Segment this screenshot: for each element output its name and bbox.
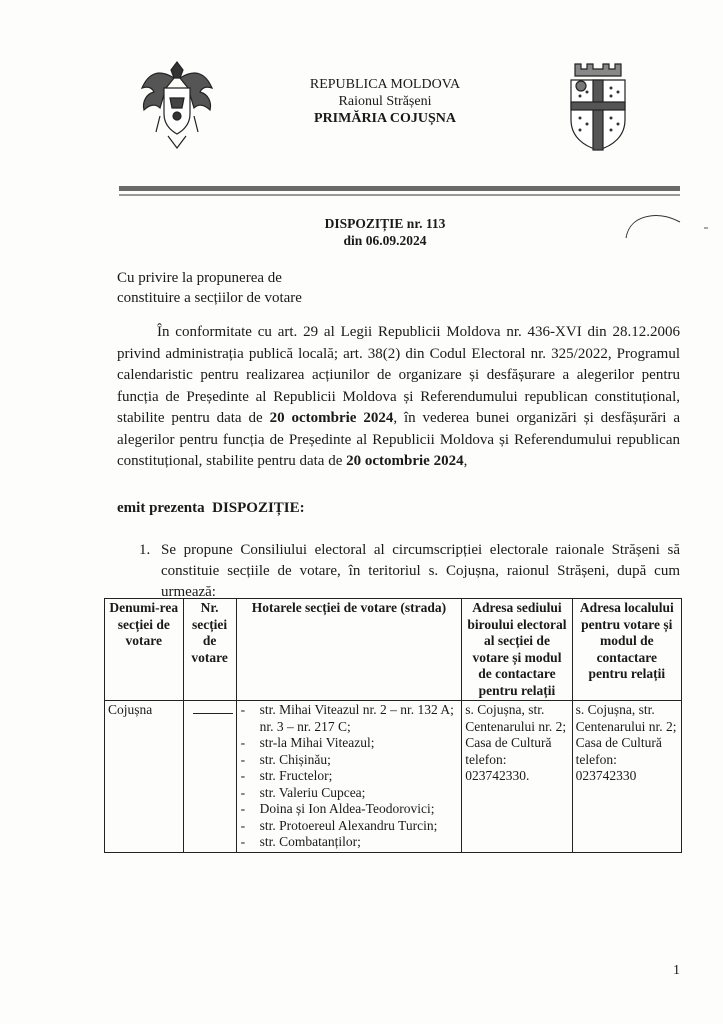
header-institution: PRIMĂRIA COJUȘNA xyxy=(314,111,456,126)
street-item: - str. Combatanților; xyxy=(240,834,459,851)
header-district: Raionul Strășeni xyxy=(338,94,432,109)
emit-statement: emit prezenta DISPOZIȚIE: xyxy=(117,500,305,516)
item-text: Se propune Consiliului electoral al circumscripției electorale raionale Strășeni să constituie secțiile de votare, în teritoriul s. Cojușna, raionul Strășeni, după cum urmează: xyxy=(161,542,680,600)
streets-list xyxy=(240,702,459,851)
header-section-boundaries: Hotarele secției de votare (strada) xyxy=(236,599,462,701)
header-bureau-address: Adresa sediului biroului electoral al secției de votare și modul de contactare pentru relații xyxy=(462,599,572,701)
section-boundaries-cell xyxy=(236,701,462,853)
election-date-2: 20 octombrie 2024 xyxy=(346,453,464,469)
section-number-cell xyxy=(183,701,236,853)
item-number: 1. xyxy=(139,542,151,558)
handwritten-signature-icon xyxy=(622,212,712,247)
street-item: - str. Protoereul Alexandru Turcin; xyxy=(240,818,459,835)
institution-header xyxy=(240,76,530,127)
disposition-date: din 06.09.2024 xyxy=(343,233,427,248)
header-divider-thin xyxy=(119,194,680,196)
table-header-row xyxy=(105,599,682,701)
header-section-name: Denumi-rea secției de votare xyxy=(105,599,184,701)
voting-address-cell: s. Cojușna, str. Centenarului nr. 2; Casa de Cultură telefon: 023742330 xyxy=(572,701,681,853)
street-item: - str. Mihai Viteazul nr. 2 – nr. 132 A; nr. 3 – nr. 217 C; xyxy=(240,702,459,735)
disposition-number: DISPOZIȚIE nr. 113 xyxy=(324,216,446,231)
header-section-number: Nr. secției de votare xyxy=(183,599,236,701)
paragraph-text-2: , în vederea bunei organizări și desfășurări a alegerilor pentru funcția de Președinte al Republicii Moldova și Referendumului republican constituțional, stabilite pentru data de xyxy=(117,410,681,469)
street-item: - str. Valeriu Cupcea; xyxy=(240,785,459,802)
street-item: - str. Chișinău; xyxy=(240,752,459,769)
header-country: REPUBLICA MOLDOVA xyxy=(309,77,461,92)
election-date-1: 20 octombrie 2024 xyxy=(269,410,394,426)
polling-stations-table xyxy=(104,598,682,853)
table-row xyxy=(105,701,682,853)
header-voting-address: Adresa localului pentru votare și modul de contactare pentru relații xyxy=(572,599,681,701)
document-title xyxy=(250,215,520,249)
header-divider-thick xyxy=(119,186,680,191)
subject-line-2: constituire a secțiilor de votare xyxy=(117,290,302,306)
street-item: - str-la Mihai Viteazul; xyxy=(240,735,459,752)
legal-basis-paragraph xyxy=(117,322,680,473)
blank-line xyxy=(193,703,233,714)
page-number: 1 xyxy=(673,963,680,978)
bureau-address-cell: s. Cojușna, str. Centenarului nr. 2; Casa de Cultură telefon: 023742330. xyxy=(462,701,572,853)
section-name-cell: Cojușna xyxy=(105,701,184,853)
cojusna-coat-of-arms-icon xyxy=(567,58,629,154)
subject-line-1: Cu privire la propunerea de xyxy=(117,270,282,286)
paragraph-text-1: În conformitate cu art. 29 al Legii Republicii Moldova nr. 436-XVI din 28.12.2006 privind administrația publică locală; art. 38(2) din Codul Electoral nr. 325/2022, Programul calendaristic pentru realizarea acțiunilor de organizare și desfășurare a alegerilor pentru funcția de Președinte al Republicii Moldova și Referendumului republican constituțional, stabilite pentru data de xyxy=(117,324,680,426)
street-item: - str. Fructelor; xyxy=(240,768,459,785)
list-item xyxy=(139,540,680,603)
paragraph-text-3: , xyxy=(463,453,468,469)
document-subject xyxy=(117,268,447,308)
street-item: - Doina și Ion Aldea-Teodorovici; xyxy=(240,801,459,818)
moldova-coat-of-arms-icon xyxy=(138,54,216,154)
